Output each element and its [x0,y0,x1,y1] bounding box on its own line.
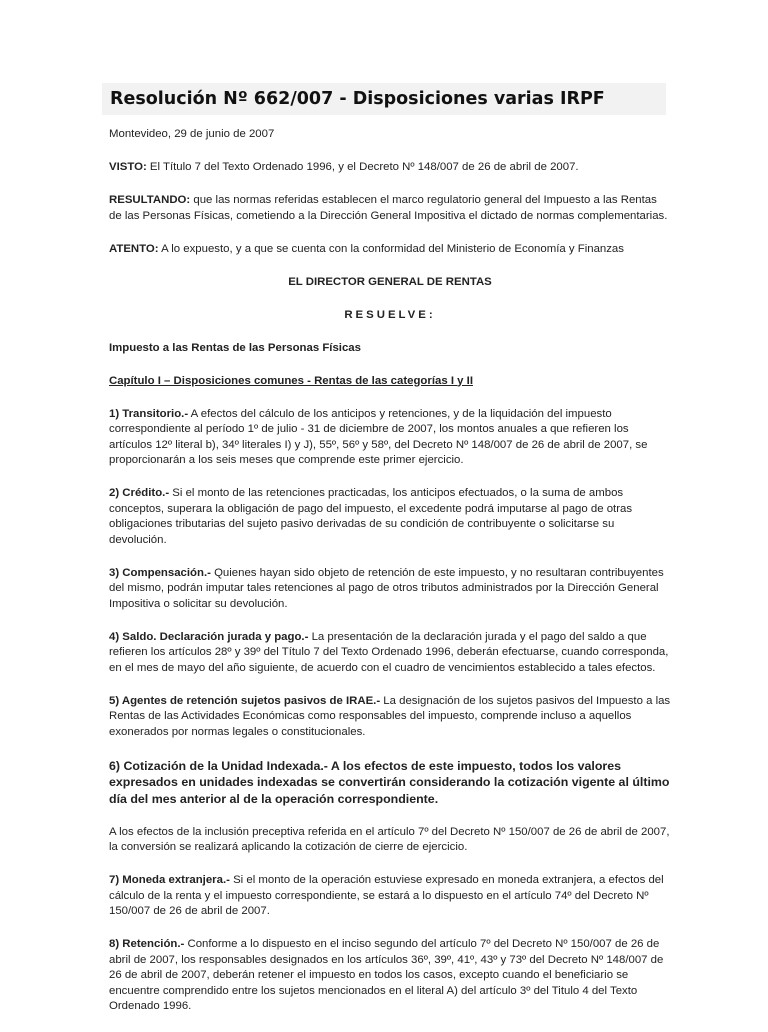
article-2 [109,486,671,548]
article-text: Conforme a lo dispuesto en el inciso segundo del artículo 7º del Decreto Nº 150/007 de 26 de abril de 2007, los responsables designados en los artículos 36º, 39º, 41º, 43º y 73º del Decreto Nº 148/007 de 26 de abril de 2007, deberán retener el impuesto en todos los casos, excepto cuando el beneficiario se encuentre comprendido entre los sujetos mencionados en el literal A) del artículo 3º del Titulo 4 del Texto Ordenado 1996. [109,938,664,1012]
article-heading: 3) Compensación.- [109,566,211,579]
article-1 [109,407,671,469]
article-text: Si el monto de las retenciones practicadas, los anticipos efectuados, o la suma de ambos conceptos, superara la obligación de pago del impuesto, el excedente podrá imputarse al pago de otras obligaciones tributarias del sujeto pasivo derivadas de su condición de contribuyente o solicitarse su devolución. [109,487,633,546]
visto-label: VISTO: [109,161,147,173]
article-6 [109,758,671,808]
visto-paragraph [109,160,671,176]
article-4 [109,630,671,677]
resultando-paragraph [109,193,671,224]
article-text: La presentación de la declaración jurada y el pago del saldo a que refieren los artículos 28º y 39º del Título 7 del Texto Ordenado 1996, deberán efectuarse, cuando corresponda, en el mes de mayo del año siguiente, de acuerdo con el cuadro de vencimientos establecido a tales efectos. [109,630,669,674]
resultando-label: RESULTANDO: [109,194,191,206]
resultando-text: que las normas referidas establecen el marco regulatorio general del Impuesto a las Rentas de las Personas Físicas, cometiendo a la Dirección General Impositiva el dictado de normas complementarias. [109,194,668,222]
document-body [109,127,671,1032]
title-bar [102,83,666,115]
article-6-paragraph-2 [109,825,671,856]
article-heading: 4) Saldo. Declaración jurada y pago.- [109,630,309,643]
atento-text: A lo expuesto, y a que se cuenta con la conformidad del Ministerio de Economía y Finanzas [158,242,624,255]
chapter-heading: Capítulo I – Disposiciones comunes - Rentas de las categorías I y II [109,374,473,387]
article-text: La designación de los sujetos pasivos del Impuesto a las Rentas de las Actividades Económicas como responsables del impuesto, comprende incluso a aquellos exonerados por normas legales o constitucionales. [109,694,671,738]
resuelve-heading: RESUELVE: [344,308,436,321]
article-3 [109,566,671,613]
article-text: Si el monto de la operación estuviese expresado en moneda extranjera, a efectos del cálculo de la renta y el impuesto correspondiente, se estará a lo dispuesto en el artículo 74º del Decreto Nº 150/007 de 26 de abril de 2007. [109,874,664,917]
director-heading: EL DIRECTOR GENERAL DE RENTAS [288,275,492,288]
article-heading: 7) Moneda extranjera.- [109,874,230,886]
article-heading: 5) Agentes de retención sujetos pasivos de IRAE.- [109,694,381,707]
article-text: Quienes hayan sido objeto de retención de este impuesto, y no resultaran contribuyentes del mismo, podrán imputar tales retenciones al pago de otros tributos administrados por la Dirección General Impositiva o solicitar su devolución. [109,566,664,610]
article-heading: 8) Retención.- [109,938,185,950]
article-text: A los efectos de la inclusión preceptiva referida en el artículo 7º del Decreto Nº 150/007 de 26 de abril de 2007, la conversión se realizará aplicando la cotización de cierre de ejercicio. [109,825,670,853]
article-heading: 1) Transitorio.- [109,407,189,420]
article-5 [109,694,671,741]
date-line: Montevideo, 29 de junio de 2007 [109,128,275,140]
subtitle: Impuesto a las Rentas de las Personas Físicas [109,341,361,354]
article-heading: 2) Crédito.- [109,487,170,499]
atento-label: ATENTO: [109,242,159,255]
article-heading: 6) Cotización de la Unidad Indexada.- [109,758,328,773]
visto-text: El Título 7 del Texto Ordenado 1996, y el Decreto Nº 148/007 de 26 de abril de 2007. [146,161,579,173]
article-8 [109,937,671,1015]
article-text: A los efectos de este impuesto, todos los valores expresados en unidades indexadas se convertirán considerando la cotización vigente al último día del mes anterior al de la operación correspondiente. [109,758,670,806]
article-text: A efectos del cálculo de los anticipos y retenciones, y de la liquidación del impuesto correspondiente al período 1º de julio - 31 de diciembre de 2007, los montos anuales a que refieren los artículos 12º literal b), 34º literales I) y J), 55º, 56º y 58º, del Decreto Nº 148/007 de 26 de abril de 2007, se proporcionarán a los seis meses que comprende este primer ejercicio. [109,407,648,466]
page-title: Resolución Nº 662/007 - Disposiciones varias IRPF [110,89,605,109]
atento-paragraph [109,242,671,258]
article-7 [109,873,671,920]
